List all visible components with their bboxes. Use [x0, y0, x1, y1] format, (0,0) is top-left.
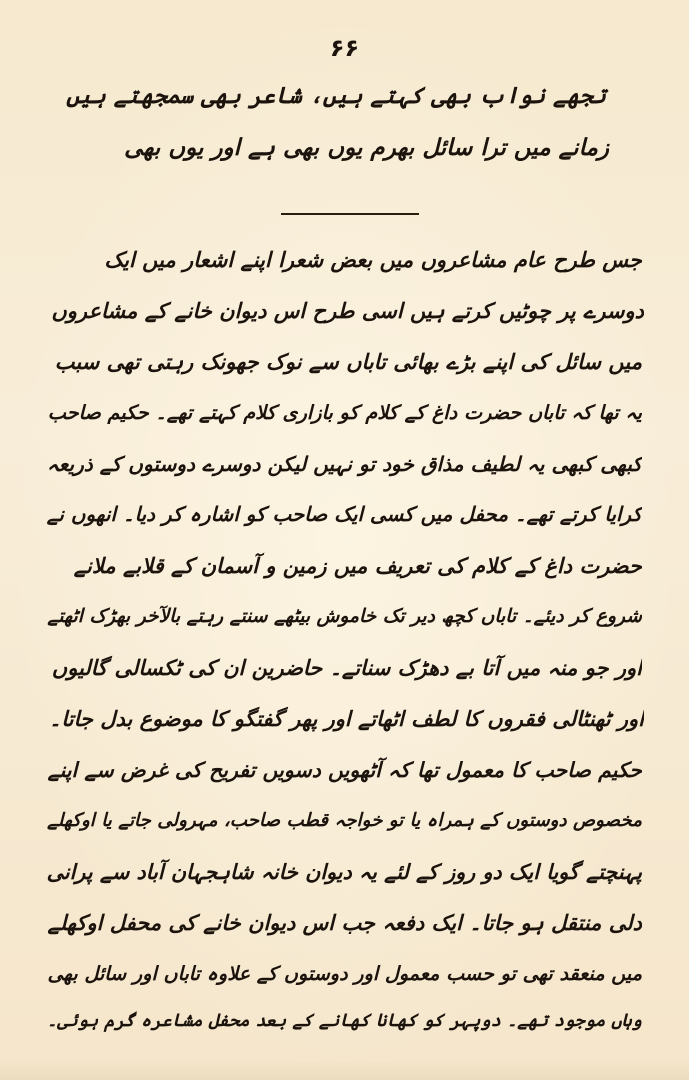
- paragraph-line: اور جو منہ میں آتا بے دھڑک سناتے۔ حاضرین ان کی ٹکسالی گالیوں: [51, 656, 642, 680]
- paragraph-line: شروع کر دیئے۔ تاباں کچھ دیر تک خاموش بیٹھے سنتے رہتے بالآخر بھڑک اٹھتے: [47, 606, 642, 627]
- paragraph-line: کرایا کرتے تھے۔ محفل میں کسی ایک صاحب کو اشارہ کر دیا۔ انھوں نے: [46, 503, 642, 526]
- paragraph-line: حکیم صاحب کا معمول تھا کہ آٹھویں دسویں تفریح کی غرض سے اپنے: [47, 758, 642, 782]
- paragraph-line: مخصوص دوستوں کے ہمراہ یا تو خواجہ قطب صاحب، مہرولی جاتے یا اوکھلے: [47, 810, 642, 831]
- section-divider: [281, 213, 419, 215]
- page-edge-shadow: [0, 1060, 689, 1080]
- paragraph-line: میں منعقد تھی تو حسب معمول اور دوستوں کے علاوہ تاباں اور سائل بھی: [47, 962, 642, 985]
- paragraph-line: وہاں موجود تھے۔ دوپہر کو کھانا کھانے کے بعد محفل مشاعرہ گرم ہوئی۔: [47, 1011, 642, 1031]
- verse-line-2: زمانے میں ترا سائل بھرم یوں بھی ہے اور یوں بھی: [124, 135, 609, 161]
- paragraph-line: اور ٹھنٹالی فقروں کا لطف اٹھاتے اور پھر گفتگو کا موضوع بدل جاتا۔: [49, 707, 644, 731]
- paragraph-line: پہنچتے گویا ایک دو روز کے لئے یہ دیوان خانہ شاہجہان آباد سے پرانی: [46, 860, 642, 884]
- paragraph-line: حضرت داغ کے کلام کی تعریف میں زمین و آسمان کے قلابے ملانے: [73, 554, 642, 578]
- paragraph-line: دلی منتقل ہو جاتا۔ ایک دفعہ جب اس دیوان خانے کی محفل اوکھلے: [47, 911, 642, 935]
- paragraph-line: یہ تھا کہ تاباں حضرت داغ کے کلام کو بازاری کلام کہتے تھے۔ حکیم صاحب: [47, 401, 642, 424]
- paragraph-line: کبھی کبھی یہ لطیف مذاق خود تو نہیں لیکن دوسرے دوستوں کے ذریعہ: [46, 452, 642, 476]
- paragraph-line: میں سائل کی اپنے بڑے بھائی تاباں سے نوک جھونک رہتی تھی سبب: [54, 350, 642, 374]
- verse-line-1: تجھے نواب بھی کہتے ہیں، شاعر بھی سمجھتے ہیں: [66, 83, 606, 109]
- page-number: ۶۶: [329, 34, 360, 62]
- paragraph-line: جس طرح عام مشاعروں میں بعض شعرا اپنے اشعار میں ایک: [104, 248, 642, 272]
- paragraph-line: دوسرے پر چوٹیں کرتے ہیں اسی طرح اس دیوان خانے کے مشاعروں: [51, 299, 644, 323]
